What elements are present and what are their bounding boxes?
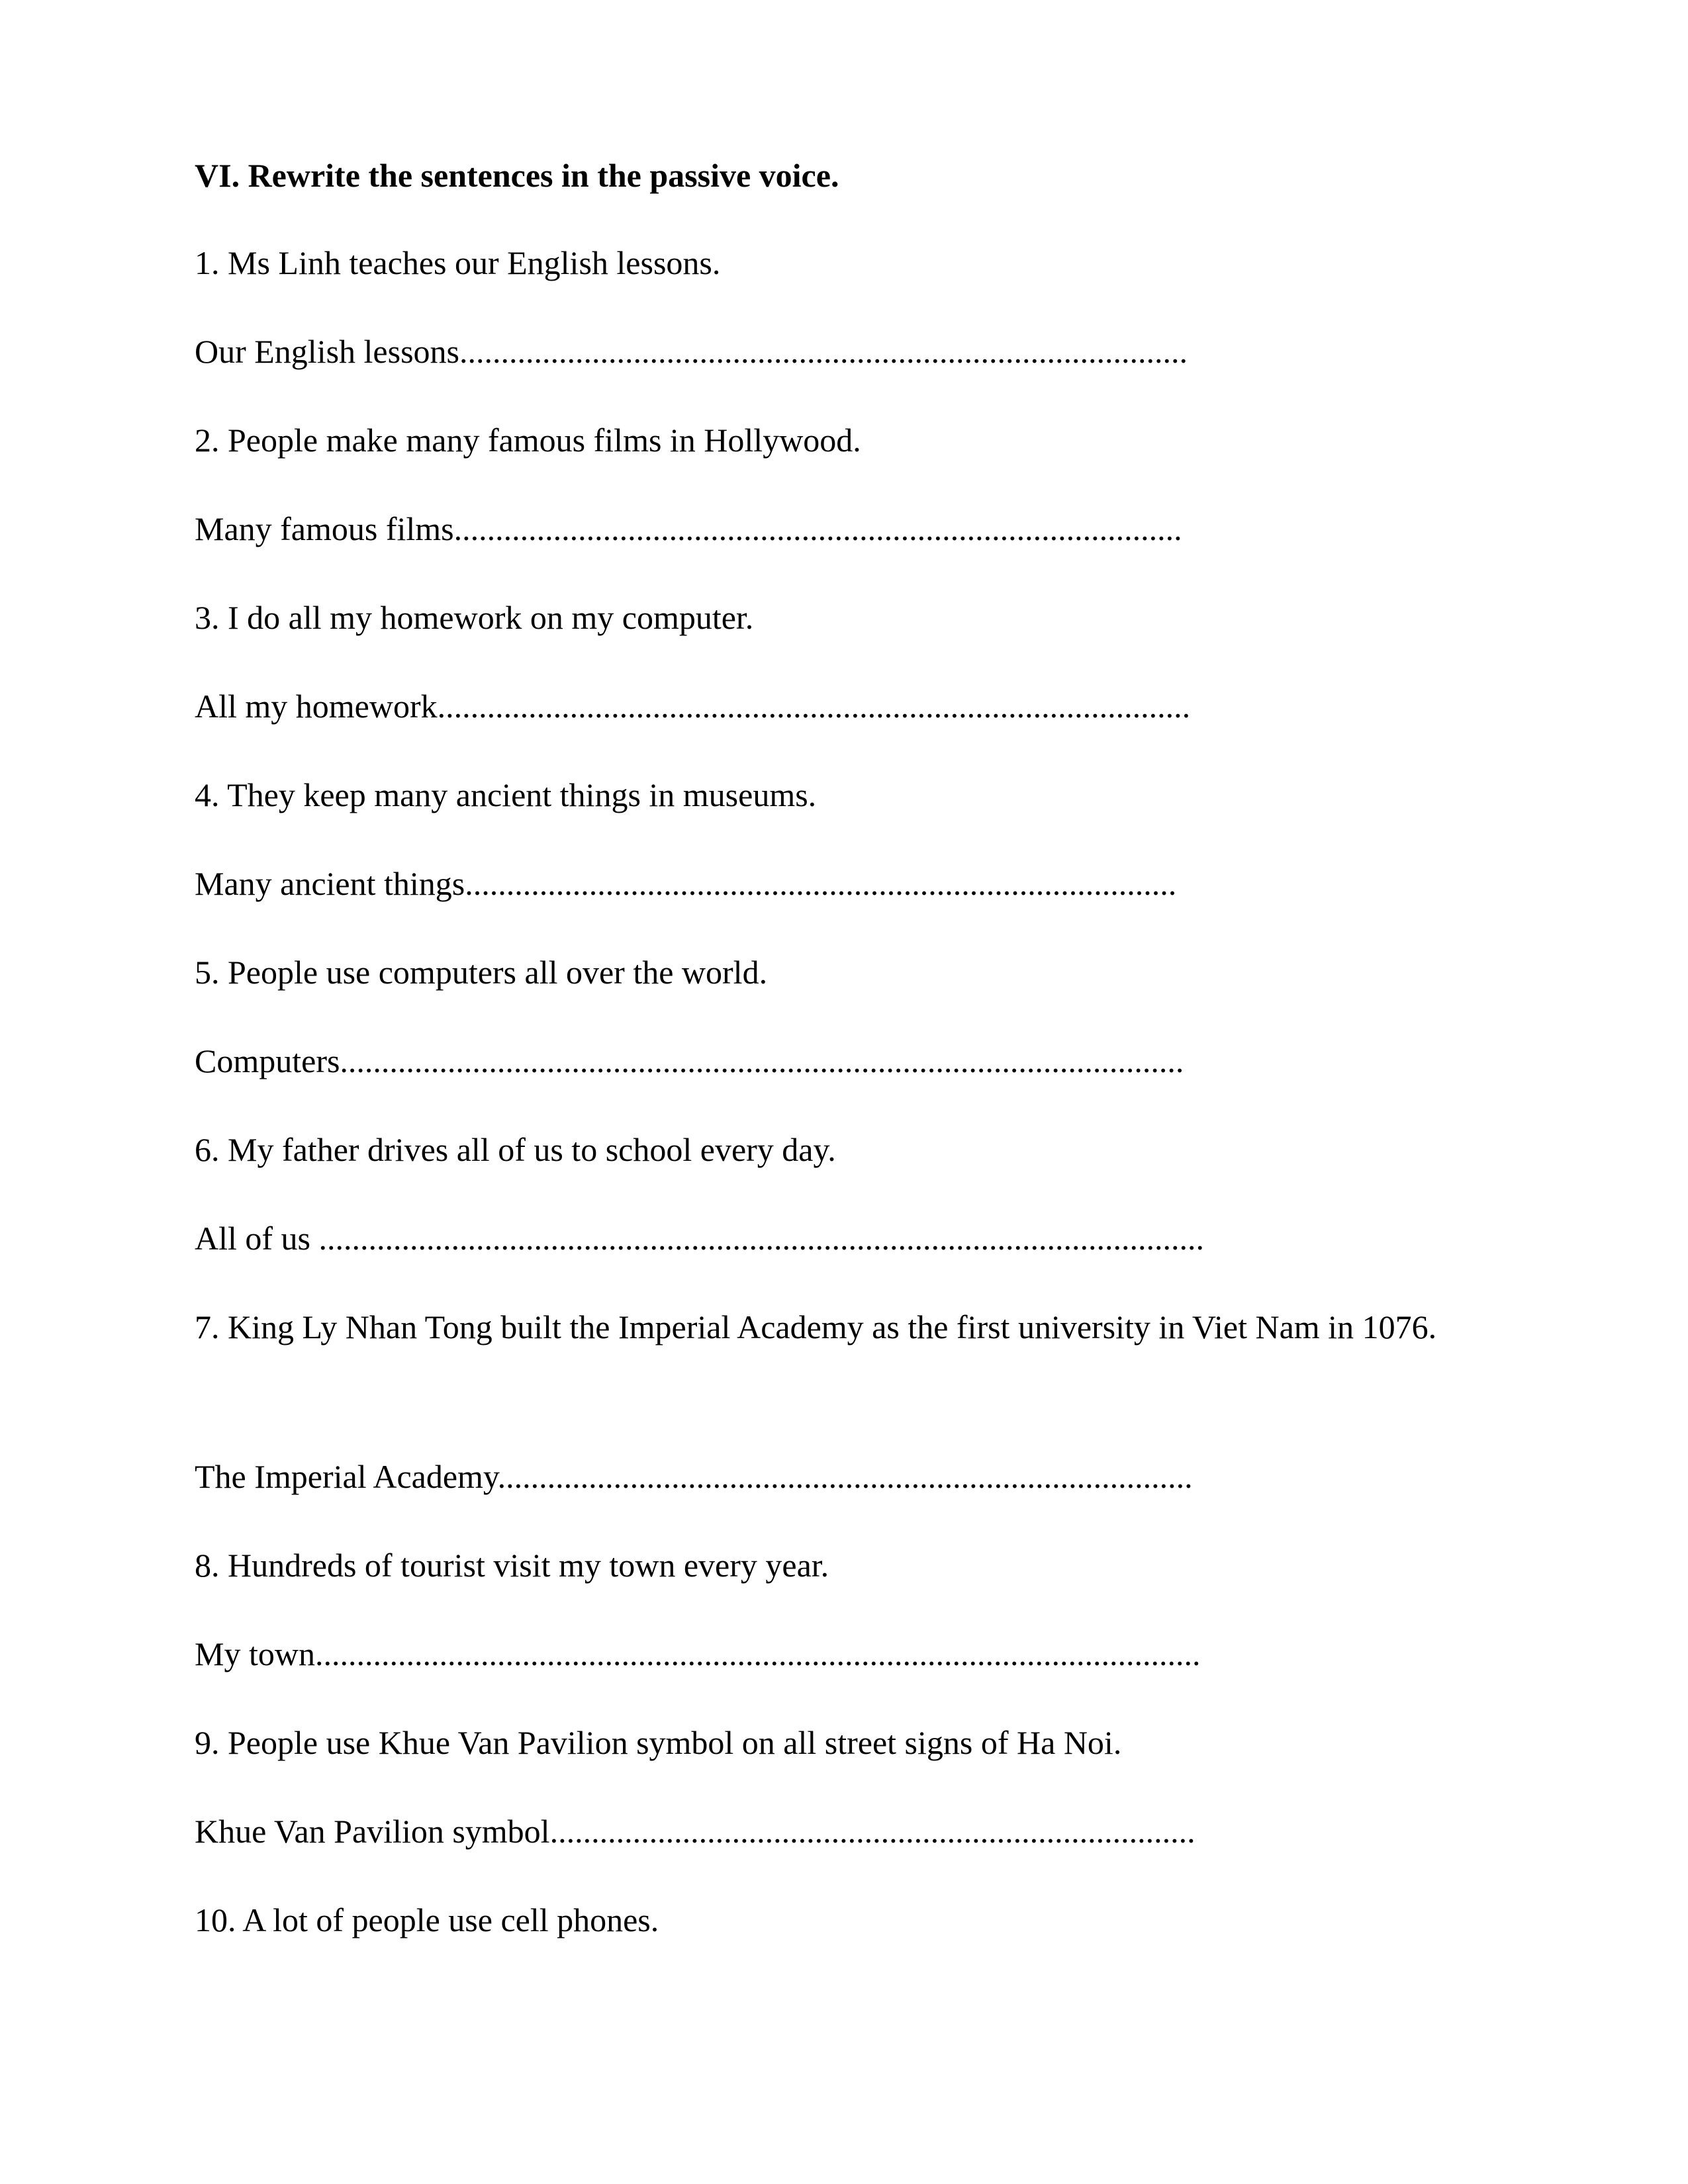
answer-line-1: Our English lessons........................................................................................ <box>195 333 1188 370</box>
answer-line-8: My town........................................................................................................... <box>195 1635 1201 1672</box>
question-2: 2. People make many famous films in Hollywood. <box>195 422 861 459</box>
question-9: 9. People use Khue Van Pavilion symbol on all street signs of Ha Noi. <box>195 1724 1122 1761</box>
question-5: 5. People use computers all over the world. <box>195 954 768 991</box>
question-3: 3. I do all my homework on my computer. <box>195 599 754 636</box>
answer-line-4: Many ancient things...................................................................................... <box>195 865 1177 902</box>
exercise-heading: VI. Rewrite the sentences in the passive voice. <box>195 157 839 194</box>
answer-line-9: Khue Van Pavilion symbol.............................................................................. <box>195 1813 1196 1850</box>
question-8: 8. Hundreds of tourist visit my town every year. <box>195 1547 829 1584</box>
answer-line-2: Many famous films........................................................................................ <box>195 510 1182 547</box>
question-7: 7. King Ly Nhan Tong built the Imperial Academy as the first university in Viet Nam in 1076. <box>195 1308 1437 1345</box>
question-6: 6. My father drives all of us to school every day. <box>195 1131 836 1168</box>
question-1: 1. Ms Linh teaches our English lessons. <box>195 244 721 281</box>
answer-line-6: All of us ........................................................................................................... <box>195 1220 1204 1257</box>
answer-line-7: The Imperial Academy.................................................................................... <box>195 1458 1193 1495</box>
answer-line-3: All my homework........................................................................................... <box>195 688 1191 725</box>
question-10: 10. A lot of people use cell phones. <box>195 1901 659 1938</box>
question-4: 4. They keep many ancient things in museums. <box>195 776 817 813</box>
answer-line-5: Computers...................................................................................................... <box>195 1042 1184 1079</box>
